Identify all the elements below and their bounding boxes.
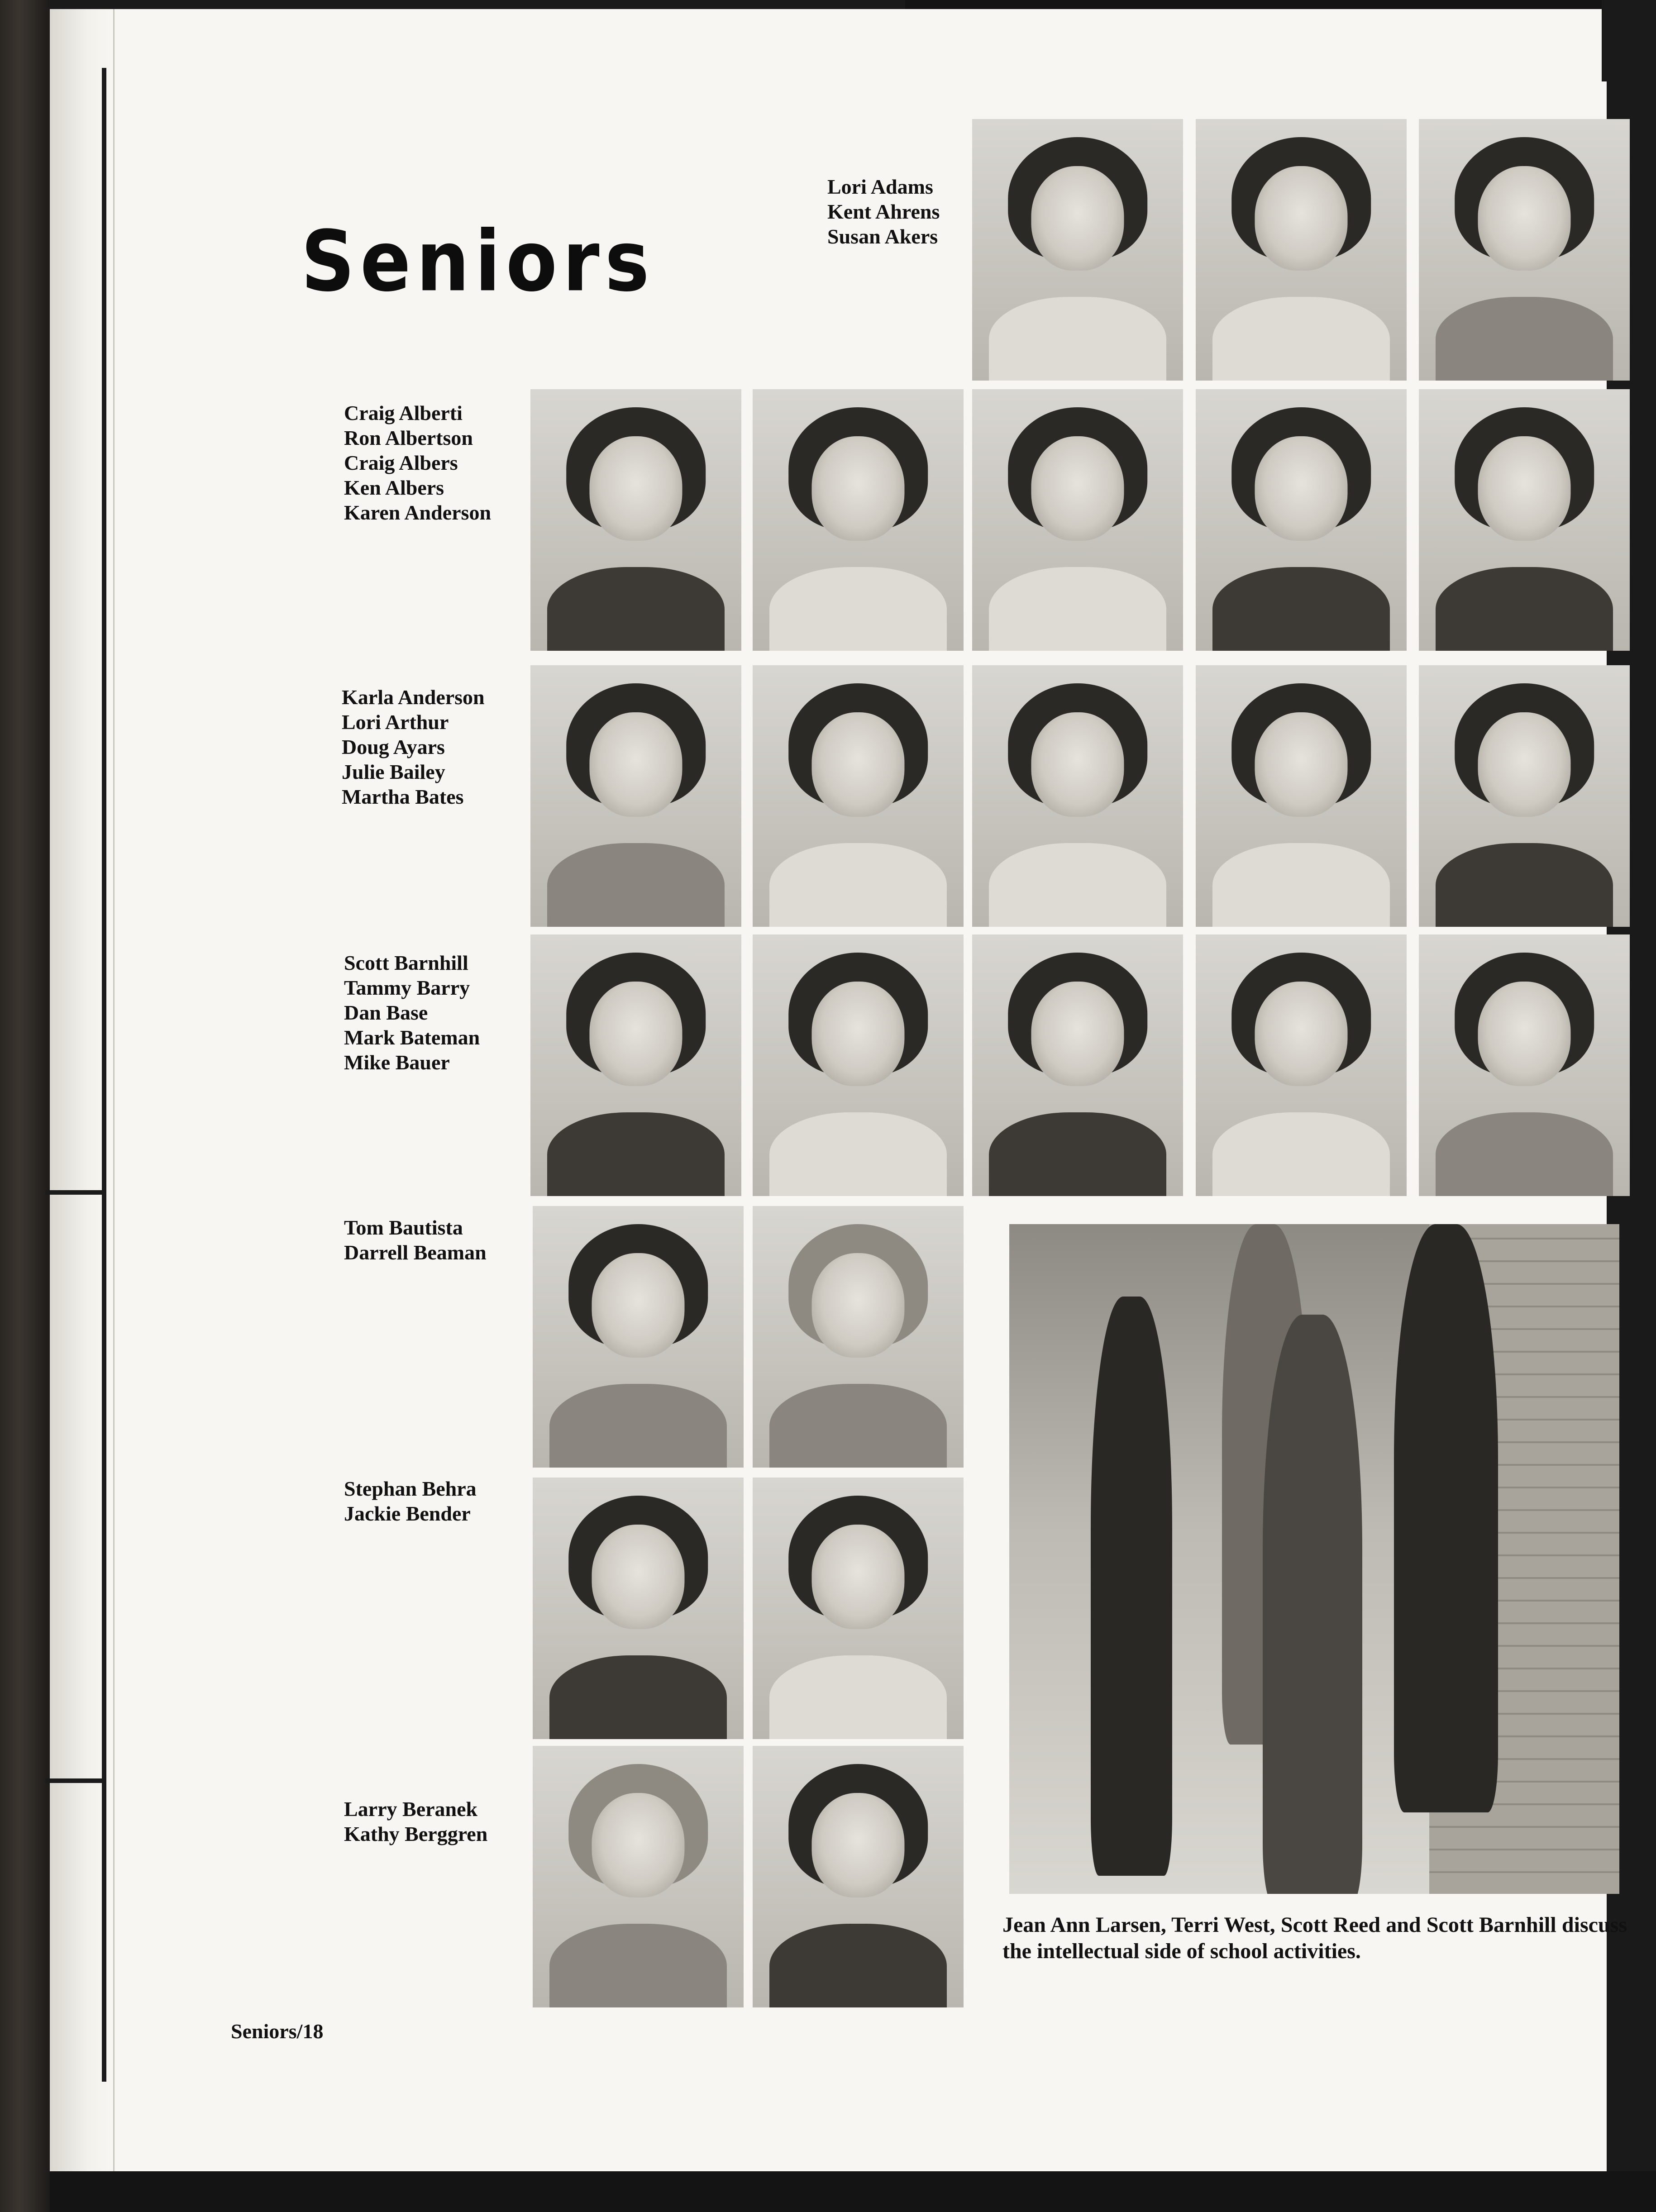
student-name: Karen Anderson — [344, 501, 492, 524]
student-portrait — [533, 1206, 744, 1468]
student-portrait — [972, 119, 1183, 381]
bottom-page-edge — [50, 2171, 1656, 2212]
student-name: Tammy Barry — [344, 976, 470, 999]
student-name: Julie Bailey — [342, 760, 445, 783]
gutter-tick — [45, 1778, 104, 1783]
corner-edge — [1602, 0, 1656, 81]
student-name: Craig Albers — [344, 451, 458, 474]
student-portrait — [753, 1746, 964, 2007]
student-name: Craig Alberti — [344, 401, 463, 424]
name-list-row-6 — [344, 1476, 477, 1526]
student-portrait — [1419, 665, 1630, 927]
student-name: Jackie Bender — [344, 1502, 471, 1525]
student-portrait — [1419, 934, 1630, 1196]
student-portrait — [533, 1746, 744, 2007]
name-list-row-5 — [344, 1215, 487, 1265]
student-portrait — [972, 665, 1183, 927]
student-name: Martha Bates — [342, 785, 464, 808]
student-name: Doug Ayars — [342, 735, 445, 758]
student-portrait — [1196, 665, 1407, 927]
student-portrait — [753, 1206, 964, 1468]
student-name: Mike Bauer — [344, 1051, 450, 1074]
student-name: Tom Bautista — [344, 1216, 463, 1239]
name-list-row-7 — [344, 1797, 487, 1846]
name-list-row-1 — [827, 174, 940, 249]
student-name: Scott Barnhill — [344, 951, 468, 974]
photo-caption: Jean Ann Larsen, Terri West, Scott Reed and Scott Barnhill discuss the intellectual side of school activities. — [1002, 1913, 1627, 1963]
student-portrait — [1196, 389, 1407, 651]
name-list-row-4 — [344, 950, 480, 1075]
student-name: Ron Albertson — [344, 426, 473, 449]
student-name: Lori Arthur — [342, 710, 449, 734]
student-name: Karla Anderson — [342, 686, 485, 709]
student-portrait — [753, 934, 964, 1196]
student-portrait — [1419, 119, 1630, 381]
student-name: Dan Base — [344, 1001, 428, 1024]
page-folio: Seniors/18 — [231, 2020, 324, 2043]
top-page-edge — [905, 0, 1656, 9]
student-name: Lori Adams — [827, 175, 933, 198]
student-portrait — [1196, 119, 1407, 381]
student-portrait — [530, 934, 741, 1196]
student-portrait — [753, 389, 964, 651]
student-portrait — [1196, 934, 1407, 1196]
student-portrait — [1419, 389, 1630, 651]
student-portrait — [530, 389, 741, 651]
student-name: Darrell Beaman — [344, 1241, 487, 1264]
candid-hallway-photo — [1009, 1224, 1619, 1894]
student-name: Ken Albers — [344, 476, 444, 499]
student-portrait — [753, 1478, 964, 1739]
page-title: Seniors — [301, 213, 655, 310]
student-name: Mark Bateman — [344, 1026, 480, 1049]
book-binding — [0, 0, 50, 2212]
student-portrait — [753, 665, 964, 927]
student-name: Susan Akers — [827, 225, 938, 248]
gutter-tick — [45, 1190, 104, 1195]
student-portrait — [972, 389, 1183, 651]
name-list-row-3 — [342, 685, 485, 809]
student-portrait — [972, 934, 1183, 1196]
student-name: Kent Ahrens — [827, 200, 940, 223]
student-name: Larry Beranek — [344, 1797, 478, 1821]
student-name: Kathy Berggren — [344, 1822, 488, 1845]
student-name: Stephan Behra — [344, 1477, 477, 1500]
name-list-row-2 — [344, 400, 491, 525]
student-portrait — [530, 665, 741, 927]
student-portrait — [533, 1478, 744, 1739]
